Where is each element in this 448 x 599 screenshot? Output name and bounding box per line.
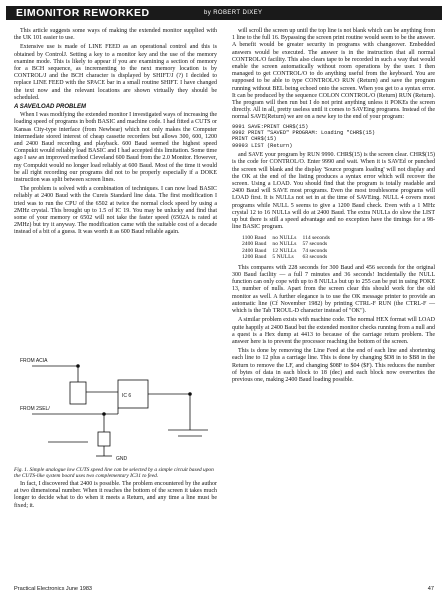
paragraph: and SAVE your program by RUN 9990. CHR$(15) is the screen clear. CHR$(15) is the code for CONTROL/O. Enter 9990 and wait. When it is SAVEd or punched the screen will blank and the display 'Source program loading' will not display and the OK at the end of the listing produces a syntax error which will recover the screen. Using a LOAD. You should find that the program is totally readable and 2400 Baud will SAVE most programs. Even the most troublesome programs will LOAD first. It is NULLs not set in at the time of SAVEing. NULL 4 covers most programs while NULL 5 seems to give a 1200 Baud check. Even with a 1 MHz crystal 12 to 16 NULLs will do at 2400 Baud. The extra NULLs do slow the LIST up but there is still a speed advantage and no exception have the timings for a 98-line BASIC program. xyxy=(232,152,435,231)
section-heading: A SAVE/LOAD PROBLEM xyxy=(14,104,87,111)
diagram-label: FROM 2SEL/ xyxy=(20,406,50,412)
footer-publication: Practical Electronics June 1983 xyxy=(14,586,93,592)
table-cell: no NULLs xyxy=(272,234,297,241)
paragraph: This is done by removing the Line Feed at the end of each line and shortening each line to 12 plus a carriage line. This is done by changing $D8 in to $B8 in the Return to remove the LF, and changing $08F to $04 ($F). This reduces the number of bytes of data in each block to 18 (dec) and each block now overwrites the previous one, making 2400 Baud loading possible. xyxy=(232,348,435,383)
paragraph: The problem is solved with a combination of techniques. I can now load BASIC reliably at 2400 Baud with the Cureis Standard line data. The first modification I tried was to run the CPU of the 6502 at twice the normal clock speed by using a 2MHz crystal. This brought up to 1.5 of IC 19. You may be unlucky and find that some of your memory or 6502 will not take the faster speed (6502A is rated at 2MHz) but try it anyway. The modification came with the suitable cost of a decade instead of a bit of a guess. It was worth it as 600 Baud reliable again. xyxy=(14,186,217,236)
left-column-bottom xyxy=(14,481,217,512)
page-number: 47 xyxy=(427,586,434,592)
paragraph: In fact, I discovered that 2400 is possible. The problem encountered by the author at two dimensional number. When it reaches the bottom of the screen it takes much longer to decide what to do when it meets a Return, and any time a line must be fixed; it. xyxy=(14,481,217,509)
table-cell: 2400 Baud xyxy=(242,247,267,254)
page-footer xyxy=(14,586,434,592)
table-row xyxy=(242,248,336,255)
header-bar xyxy=(6,6,442,20)
table-cell: 74 seconds xyxy=(302,247,328,254)
table-cell: 1100 Baud xyxy=(242,234,267,241)
paragraph: When I was modifying the extended monitor I investigated ways of increasing the loading speed of programs in both BASIC and machine code. I had fitted a CUTS or Kansas City-type interface (from Newbear) which not only makes the Computer intermediate stored interest of cheap cassette recorders but allows 300, 600, 1200 and 2400 Baud recording and playback. 600 Baud seemed the highest speed Compukit would reliably load BASIC and I had accepted this limitation. Some time ago I saw an improved method Cleveland 600 Baud from the 2.0 Monitor. However, my Compukit would no longer load reliably at 600 Baud. Most of the time it would be all right recording our programs did not to be properly especially if a DOKE instruction was split between screen lines. xyxy=(14,112,217,184)
table-row xyxy=(242,254,336,261)
table-cell: no NULLs xyxy=(272,241,297,248)
right-column xyxy=(232,28,435,386)
circuit-diagram xyxy=(18,352,214,462)
article-title: EIMONITOR REWORKED xyxy=(16,7,150,19)
table-row xyxy=(242,235,336,242)
left-column xyxy=(14,28,217,239)
table-cell: 63 seconds xyxy=(302,254,328,261)
table-cell: 12 NULLs xyxy=(272,247,297,254)
table-cell: 5 NULLs xyxy=(272,254,294,261)
paragraph: Extensive use is made of LINE FEED as an operational control and this is obtained by ControlJ. Setting a key to a monitor key and the use of the memory examine mode. This is likely to appear if you are examining a section of memory for a BCH sequence, as incrementing to the next memory location is by CONTROL/J and the BCH character is displayed by SHIFT/J (?) I decided to replace LINE FEED with the SPACE bar in a small routine SHIFT. I have changed the text now and the relevant locations are shown virtually they should be scheduled. xyxy=(14,44,217,101)
article-author: by ROBERT DIXEY xyxy=(204,10,263,16)
paragraph: will scroll the screen up until the top line is not blank which can be anything from 1 line to the full 16. Bypassing the screen print routine would seem to be the answer. A benefit would be greater security in programs with changeover. Embedded answers would be executed. The answer is in the instruction that all normal CONTROL/O facility. This also clears tape to be recorded in such a way that would enable the screen automatically without room operations by the user. I then managed to get CONTROL/O to do anything useful from the keyboard. You are supposed to be able to type CONTROL/O RUN (Return) and save the program running without BEL being echoed onto the screen. When you get to a syntax error. It can be produced by the sequence COLON CONTROL/O (Return) RUN (Return). The program will then run but I do not print anything unless it POKEs the screen directly. All in all, pretty useless until it comes to SAVEing programs. Instead of the normal SAVE(Return) we are on a new key to the end of your program: xyxy=(232,28,435,121)
table-row xyxy=(242,241,336,248)
timing-table xyxy=(242,235,336,261)
code-listing: 9991 SAVE:PRINT CHR$(15) 9992 PRINT "SAVED" PROGRAM: Loading "CHR$(15) PRINT CHR$(15) 99993 LIST (Return) xyxy=(232,123,376,149)
diagram-label: FROM ACIA xyxy=(20,358,48,364)
paragraph: This article suggests some ways of making the extended monitor supplied with the UK 101 easier to use. xyxy=(14,28,217,42)
table-cell: 1200 Baud xyxy=(242,254,267,261)
paragraph: This compares with 228 seconds for 300 Baud and 456 seconds for the original 300 Baud facility — a full 7 minutes and 36 seconds! Incidentally the NULL function can only cope with up to 8 NULLs but up to 255 can be put in using POKE 13, number of nulls. Apart from the screen clear this should work for the old monitor as well. A further elegance is to use the OK message printer to provide an automatic line (Cf November 1982) by printing CTRL-F RUN (the CTRL-F — which is the Tab TROUL-D character instead of "OK"). xyxy=(232,264,435,315)
table-cell: 2400 Baud xyxy=(242,241,267,248)
table-cell: 114 seconds xyxy=(302,234,330,241)
figure-caption: Fig. 1. Simple analogue low CUTS speed line can be selected by a simple circuit based upon the CUTS-like system board uses two complementary IC31 to feed. xyxy=(14,467,214,480)
diagram-label: IC 6 xyxy=(122,393,132,399)
paragraph: A similar problem exists with machine code. The normal HEX format will LOAD quite happily at 2400 Baud but the extended monitor checks running from a null and a quest is a Hex dump at 4413 to because of the carriage return problem. The answer here is to prevent the processor reaching the bottom of the screen. xyxy=(232,317,435,345)
table-cell: 57 seconds xyxy=(302,241,328,248)
diagram-label: GND xyxy=(116,456,128,462)
